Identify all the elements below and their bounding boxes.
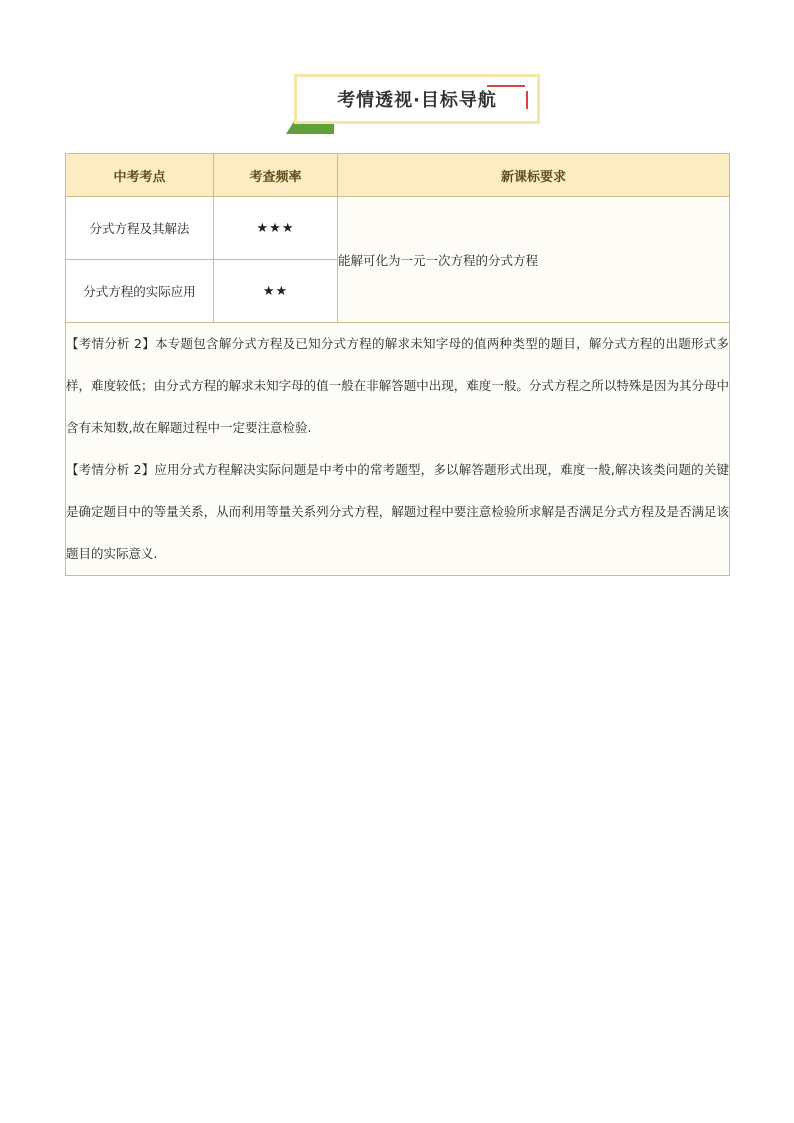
table-row: [66, 197, 730, 260]
header-point: 中考考点: [66, 154, 214, 197]
section-banner: [286, 72, 548, 134]
banner-frame: [294, 74, 540, 124]
frequency-stars: ★★★: [214, 197, 338, 260]
analysis-cell: [66, 323, 730, 576]
exam-point: 分式方程及其解法: [66, 197, 214, 260]
frequency-stars: ★★: [214, 260, 338, 323]
banner-title: 考情透视·目标导航: [337, 90, 497, 111]
analysis-paragraph: 【考情分析 2】应用分式方程解决实际问题是中考中的常考题型，多以解答题形式出现，难度一般,解决该类问题的关键是确定题目中的等量关系，从而利用等量关系列分式方程，解题过程中要注意检验所求解是否满足分式方程及是否满足该题目的实际意义.: [66, 462, 729, 561]
header-requirement: 新课标要求: [338, 154, 730, 197]
curriculum-requirement: 能解可化为一元一次方程的分式方程: [338, 197, 730, 323]
table-header-row: [66, 154, 730, 197]
analysis-row: [66, 323, 730, 576]
exam-point: 分式方程的实际应用: [66, 260, 214, 323]
analysis-paragraph: 【考情分析 2】本专题包含解分式方程及已知分式方程的解求未知字母的值两种类型的题目，解分式方程的出题形式多样，难度较低；由分式方程的解求未知字母的值一般在非解答题中出现，难度一般。分式方程之所以特殊是因为其分母中含有未知数,故在解题过程中一定要注意检验.: [66, 336, 729, 435]
exam-points-table: [65, 153, 730, 576]
header-frequency: 考查频率: [214, 154, 338, 197]
